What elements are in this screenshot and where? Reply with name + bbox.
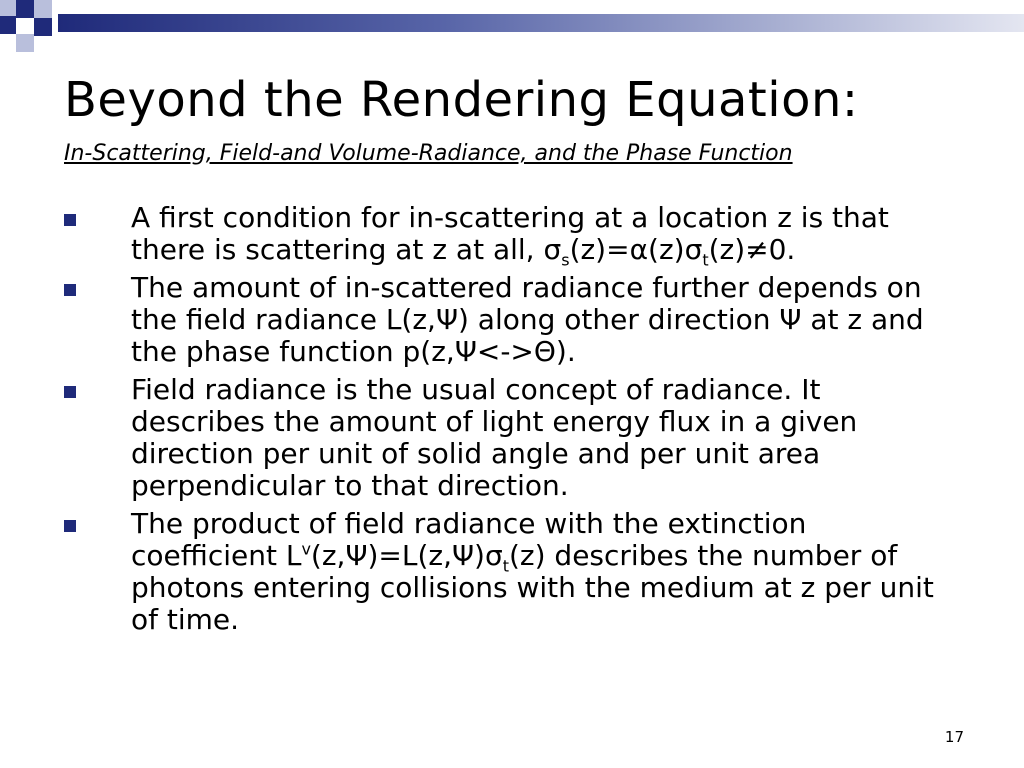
decor-square	[16, 0, 34, 18]
bullet-text: A first condition for in-scattering at a location z is that there is scattering at z at all, σ	[131, 201, 889, 266]
subscript: t	[502, 556, 509, 576]
square-bullet-icon	[64, 386, 76, 398]
square-bullet-icon	[64, 214, 76, 226]
bullet-text: (z)=α(z)σ	[569, 233, 703, 266]
slide-subtitle: In-Scattering, Field-and Volume-Radiance, and the Phase Function	[64, 141, 793, 166]
subscript: s	[561, 250, 570, 270]
bullet-item	[0, 374, 1000, 502]
bullet-list	[0, 202, 1000, 642]
square-bullet-icon	[64, 284, 76, 296]
bullet-text: The product of field radiance with the extinction coefficient L	[131, 507, 807, 572]
bullet-item	[0, 508, 1000, 636]
header-decoration	[0, 0, 1024, 60]
decor-square	[16, 34, 34, 52]
bullet-item	[0, 201, 1000, 270]
subscript: t	[702, 250, 709, 270]
bullet-text: (z) describes the number of photons entering collisions with the medium at z per unit of time.	[131, 539, 934, 636]
decor-square	[34, 18, 52, 36]
decor-square	[0, 0, 16, 16]
slide-title: Beyond the Rendering Equation:	[64, 72, 859, 128]
bullet-text: Field radiance is the usual concept of radiance. It describes the amount of light energy flux in a given direction per unit of solid angle and per unit area perpendicular to that direction.	[131, 373, 858, 502]
bullet-text: (z)≠0.	[708, 233, 796, 266]
decor-square	[34, 0, 52, 18]
superscript: v	[301, 539, 311, 559]
decor-square	[0, 16, 16, 34]
bullet-text: The amount of in-scattered radiance further depends on the field radiance L(z,Ψ) along other direction Ψ at z and the phase function p(z,Ψ<->Θ).	[131, 271, 924, 368]
square-bullet-icon	[64, 520, 76, 532]
header-gradient-bar	[58, 14, 1024, 32]
bullet-item	[0, 272, 1000, 368]
page-number: 17	[944, 728, 964, 746]
bullet-text: (z,Ψ)=L(z,Ψ)σ	[310, 539, 503, 572]
